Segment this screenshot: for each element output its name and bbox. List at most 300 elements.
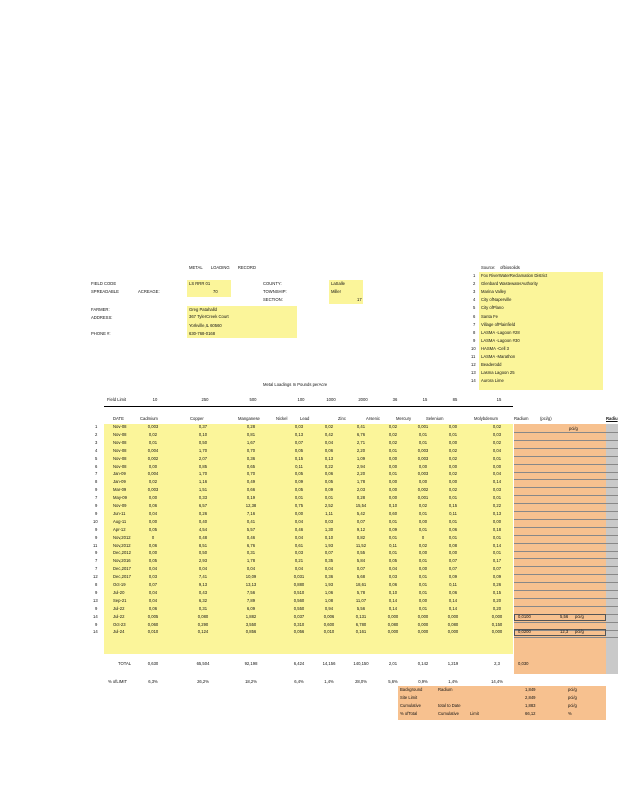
section-label: SECTION: [263, 297, 283, 302]
field-limit-value: 85 [452, 397, 458, 402]
row-value: 0,150 [491, 621, 503, 627]
row-value: 0,004 [147, 471, 159, 477]
row-value: 9,13 [198, 582, 208, 587]
row-date: Oct-23 [113, 621, 126, 627]
row-divider [514, 622, 618, 623]
row-value: 0,50 [198, 439, 208, 445]
row-value: 0,70 [246, 471, 256, 477]
row-number: 7 [95, 471, 98, 477]
row-date: Dec,2017 [113, 574, 131, 580]
row-value: 6,32 [198, 597, 208, 603]
column-header: Cadmium [140, 416, 158, 421]
source-item-number: 11 [471, 354, 476, 359]
row-value: 0,00 [388, 455, 398, 461]
row-number: 9 [95, 534, 98, 540]
row-value: 6,09 [246, 605, 256, 611]
source-item-text: LASMA -Lagoon #30 [481, 337, 520, 343]
column-header: Arsenic [366, 416, 380, 421]
row-value: 0,18 [492, 526, 502, 532]
row-value: 0,14 [492, 542, 502, 548]
column-header: Radium [514, 416, 529, 421]
row-value: 0,14 [448, 597, 458, 603]
row-value: 0,14 [448, 605, 458, 611]
row-value: 0,40 [198, 518, 208, 524]
row-value: 0,06 [324, 471, 334, 477]
row-value: 0,01 [448, 495, 458, 501]
row-value: 11,07 [355, 597, 367, 603]
row-value: 0,48 [198, 534, 208, 540]
row-divider [514, 432, 618, 433]
row-value: 0,01 [492, 550, 502, 556]
row-value: 0,02 [148, 479, 158, 485]
row-number: 9 [95, 550, 98, 556]
row-value: 0,02 [148, 431, 158, 437]
row-value: 0,00 [388, 495, 398, 501]
row-date: Nov,2012 [113, 534, 131, 540]
row-divider [514, 503, 618, 504]
row-value: 15,54 [355, 503, 367, 508]
row-value: 0,04 [294, 534, 304, 540]
row-value: 0,01 [492, 534, 502, 540]
column-header: Zinc [338, 416, 346, 421]
row-value: 3,550 [245, 621, 257, 627]
row-value: 0,05 [294, 447, 304, 453]
row-divider [514, 464, 618, 465]
summary-value: 66,12 [525, 711, 536, 716]
row-value: 1,882 [245, 613, 257, 619]
row-value: 0,09 [448, 574, 458, 580]
pct-value: 6,3% [148, 679, 158, 684]
row-value: 0,28 [356, 495, 366, 501]
field-limit-value: 36 [392, 397, 398, 402]
source-item-number: 8 [473, 329, 476, 335]
row-value: 0,37 [198, 424, 208, 429]
row-value: 0,00 [294, 510, 304, 516]
row-value: 0,00 [388, 487, 398, 493]
summary-unit: % [568, 711, 572, 716]
summary-value: 1,849 [525, 687, 536, 692]
row-value: 0,09 [294, 479, 304, 485]
row-date: Oct-19 [113, 582, 126, 587]
row-value: 12,38 [245, 503, 257, 508]
row-number: 9 [95, 510, 98, 516]
row-value: 0,00 [418, 550, 428, 556]
row-value: 0,00 [448, 463, 458, 469]
farmer-label: FARMER: [91, 307, 110, 312]
row-date: Nov-08 [113, 431, 127, 437]
row-value: 0,15 [448, 503, 458, 508]
row-value: 9,12 [356, 526, 366, 532]
row-value: 0,06 [148, 542, 158, 548]
county-value: LaSalle [331, 281, 345, 286]
row-value: 0,560 [293, 597, 305, 603]
row-value: 0,01 [418, 558, 428, 564]
row-value: 0,10 [324, 534, 334, 540]
row-date: Nov-08 [113, 424, 127, 429]
field-limit-value: 15 [496, 397, 502, 402]
row-value: 0,49 [246, 479, 256, 485]
radium-unit: pci/g [575, 613, 584, 619]
row-value: 0,75 [294, 503, 304, 508]
farmer-address-line2: Yorkville,IL 60560 [189, 323, 222, 328]
row-value: 0,13 [492, 510, 502, 516]
row-value: 0,01 [324, 495, 334, 501]
row-value: 0,05 [388, 558, 398, 564]
total-value: 0,142 [417, 661, 429, 666]
row-value: 2,52 [324, 503, 334, 508]
row-value: 0,60 [388, 510, 398, 516]
row-value: 0,08 [448, 542, 458, 548]
pct-value: 14,4% [491, 679, 503, 684]
row-value: 0,14 [492, 479, 502, 485]
row-value: 0,17 [492, 558, 502, 564]
summary-label: % ofTotal [400, 711, 418, 716]
row-value: 0,01 [418, 589, 428, 595]
row-value: 0,004 [147, 447, 159, 453]
row-value: 0,00 [448, 550, 458, 556]
row-value: 0,01 [492, 455, 502, 461]
row-value: 0,33 [198, 495, 208, 501]
row-value: 5,57 [246, 526, 256, 532]
phone-label: PHONE #: [91, 331, 111, 336]
row-value: 0,04 [148, 589, 158, 595]
field-limit-value: 2000 [358, 397, 368, 402]
row-divider [514, 487, 618, 488]
row-number: 9 [95, 605, 98, 611]
column-header: (pci/g) [540, 416, 552, 421]
row-value: 0,41 [246, 518, 256, 524]
row-value: 0,000 [417, 621, 429, 627]
row-value: 0,02 [388, 431, 398, 437]
row-value: 1,08 [324, 597, 334, 603]
column-header: Mercury [396, 416, 412, 421]
row-date: Jul-24 [113, 629, 125, 635]
row-value: 0,00 [148, 518, 158, 524]
row-value: 0,26 [492, 582, 502, 587]
row-value: 0,02 [388, 424, 398, 429]
row-number: 10 [93, 518, 98, 524]
row-value: 0,31 [246, 550, 256, 556]
row-value: 0,06 [148, 503, 158, 508]
source-item-text: City ofPlano [481, 305, 504, 311]
row-value: 0,000 [447, 613, 459, 619]
column-header-unit: pci/g [569, 426, 578, 431]
row-value: 0,00 [492, 463, 502, 469]
row-value: 0,01 [418, 439, 428, 445]
row-date: Nov,2016 [113, 558, 131, 564]
row-value: 0,02 [448, 487, 458, 493]
row-value: 0,07 [356, 566, 366, 572]
field-limit-value: 15 [422, 397, 428, 402]
row-divider [514, 456, 618, 457]
row-value: 0,00 [148, 495, 158, 501]
source-item-number: 2 [473, 281, 476, 287]
total-value: 14,156 [322, 661, 336, 666]
row-divider [514, 637, 618, 638]
row-value: 1,93 [324, 582, 334, 587]
row-value: 0,00 [448, 424, 458, 429]
row-value: 13,13 [245, 582, 257, 587]
row-value: 0,20 [492, 605, 502, 611]
row-value: 0,04 [492, 447, 502, 453]
row-value: 1,78 [246, 558, 256, 564]
row-date: Jan-09 [113, 471, 126, 477]
row-value: 0,01 [388, 534, 398, 540]
row-number: 14 [93, 613, 98, 619]
row-divider [514, 558, 618, 559]
row-value: 6,57 [198, 503, 208, 508]
row-value: 0,22 [324, 463, 334, 469]
pct-label: % ofLIMIT [108, 679, 128, 684]
row-value: 0,15 [492, 589, 502, 595]
row-value: 0,000 [491, 629, 503, 635]
row-value: 5,42 [356, 510, 366, 516]
row-value: 10,09 [245, 574, 257, 580]
row-value: 0,00 [148, 463, 158, 469]
row-value: 0,09 [492, 574, 502, 580]
row-value: 0,01 [418, 582, 428, 587]
row-value: 0,42 [324, 431, 334, 437]
row-value: 0,00 [448, 479, 458, 485]
row-value: 1,30 [324, 526, 334, 532]
row-value: 0,06 [388, 582, 398, 587]
row-divider [514, 448, 618, 449]
source-item-number: 7 [473, 321, 476, 327]
total-value: 6,424 [293, 661, 305, 666]
row-value: 0,02 [448, 471, 458, 477]
row-value: 0,09 [324, 487, 334, 493]
summary-label: Site Limit [400, 695, 418, 700]
row-value: 0,003 [417, 455, 429, 461]
row-value: 0,65 [246, 463, 256, 469]
row-value: 0,02 [448, 447, 458, 453]
row-value: 0,02 [448, 455, 458, 461]
source-item-number: 1 [473, 273, 476, 278]
row-value: 0,04 [148, 510, 158, 516]
row-value: 0,36 [246, 455, 256, 461]
row-value: 0,11 [449, 510, 457, 516]
row-value: 0,46 [246, 534, 256, 540]
row-value: 0,82 [356, 534, 366, 540]
field-code-value: LS RRR 01 [189, 281, 211, 286]
source-item-number: 5 [473, 305, 476, 311]
row-number: 11 [93, 542, 98, 548]
row-date: Jan-09 [113, 479, 126, 485]
row-number: 9 [95, 503, 98, 508]
column-header: DATE [113, 416, 124, 421]
row-number: 13 [93, 597, 98, 603]
row-value: 0,000 [417, 613, 429, 619]
row-divider [514, 495, 618, 496]
row-date: Nov-08 [113, 447, 127, 453]
row-value: 0,04 [246, 566, 256, 572]
county-label: COUNTY: [263, 281, 282, 286]
row-value: 0 [151, 534, 155, 540]
summary-desc: Cumulative [438, 711, 459, 716]
row-value: 2,94 [356, 463, 366, 469]
row-value: 6,76 [356, 431, 366, 437]
row-divider [514, 519, 618, 520]
row-value: 2,93 [198, 558, 208, 564]
pct-value: 6,4% [294, 679, 304, 684]
row-value: 0,02 [388, 439, 398, 445]
row-value: 0,11 [295, 463, 303, 469]
row-value: 0,35 [324, 558, 334, 564]
row-date: Jun-11 [113, 510, 126, 516]
row-value: 5,78 [356, 589, 366, 595]
row-number: 14 [93, 629, 98, 635]
row-number: 7 [95, 558, 98, 564]
summary-value: 1,883 [525, 703, 536, 708]
row-value: 0,01 [294, 495, 304, 501]
row-date: Dec,2017 [113, 566, 131, 572]
row-date: Aug-11 [113, 518, 127, 524]
row-value: 0,01 [418, 431, 428, 437]
source-item-text: Aurora Lime [481, 378, 504, 384]
row-value: 0,01 [418, 574, 428, 580]
row-value: 2,07 [198, 455, 208, 461]
source-item-number: 3 [473, 289, 476, 295]
row-value: 0,04 [198, 566, 208, 572]
row-value: 0,81 [246, 431, 256, 437]
row-value: 0,00 [418, 566, 428, 572]
row-value: 0,03 [294, 550, 304, 556]
limit-underline [104, 406, 513, 407]
row-value: 0,856 [245, 629, 257, 635]
source-label [481, 266, 520, 270]
row-value: 0,005 [147, 613, 159, 619]
row-number: 5 [95, 455, 98, 461]
source-item-number: 9 [473, 337, 476, 343]
row-value: 0,000 [417, 629, 429, 635]
row-date: Nov,2012 [113, 542, 131, 548]
row-value: 0,001 [417, 424, 429, 429]
field-limit-value: 100 [297, 397, 305, 402]
row-value: 0,01 [418, 605, 428, 611]
row-value: 0,07 [148, 582, 158, 587]
row-date: Jul-22 [113, 613, 125, 619]
row-divider [514, 598, 618, 599]
pct-value: 18,2% [245, 679, 257, 684]
row-value: 0,14 [388, 605, 398, 611]
row-number: 7 [95, 566, 98, 572]
row-value: 0,15 [294, 455, 304, 461]
row-divider [514, 551, 618, 552]
row-value: 0,00 [148, 550, 158, 556]
row-value: 0,290 [197, 621, 209, 627]
summary-value: 2,849 [525, 695, 536, 700]
row-value: 4,54 [198, 526, 208, 532]
column-header: Manganese [238, 416, 260, 421]
row-value: 0,05 [294, 487, 304, 493]
row-value: 0,080 [447, 621, 459, 627]
row-value: 1,70 [198, 447, 208, 453]
row-value: 1,16 [198, 479, 208, 485]
source-item-number: 14 [471, 378, 476, 384]
row-value: 0,06 [448, 589, 458, 595]
row-number: 6 [95, 463, 98, 469]
record-title [189, 266, 256, 270]
pct-value: 28,0% [355, 679, 367, 684]
row-value: 0,04 [492, 471, 502, 477]
row-value: 0,07 [448, 566, 458, 572]
row-value: 0,04 [148, 597, 158, 603]
total-radium: 0,030 [518, 661, 529, 666]
row-value: 0,05 [148, 526, 158, 532]
source-item-text: LASMA -Marathon [481, 354, 516, 359]
title-word-1: METAL [189, 265, 203, 270]
acreage-value: 70 [213, 289, 218, 294]
row-number: 4 [95, 447, 98, 453]
row-value: 0,36 [324, 574, 334, 580]
row-value: 0,07 [448, 558, 458, 564]
row-value: 1,78 [356, 479, 366, 485]
row-value: 0,003 [417, 447, 429, 453]
row-value: 0,10 [388, 589, 398, 595]
row-value: 0,03 [388, 574, 398, 580]
row-value: 0,03 [324, 518, 334, 524]
row-number: 9 [95, 487, 98, 493]
row-value: 1,51 [198, 487, 208, 493]
field-limit-label: Field Limit [107, 397, 127, 402]
row-value: 0,01 [448, 534, 458, 540]
row-value: 0,11 [449, 582, 457, 587]
township-value: Miller [331, 289, 342, 294]
row-value: 0,003 [147, 487, 159, 493]
row-number: 8 [95, 479, 98, 485]
row-value: 0,000 [447, 629, 459, 635]
title-word-2: LOADING [210, 265, 230, 270]
row-value: 0,46 [294, 526, 304, 532]
summary-desc: Radium [438, 687, 453, 692]
row-date: Mar-09 [113, 487, 127, 493]
row-value: 5,56 [356, 605, 366, 611]
row-value: 0,01 [388, 518, 398, 524]
row-date: Sep-21 [113, 597, 127, 603]
row-value: 0,94 [324, 605, 334, 611]
row-value: 0,28 [246, 424, 256, 429]
radium-value-b: 5,56 [560, 613, 569, 619]
row-value: 0,010 [147, 629, 159, 635]
source-item-text: City ofNaperville [481, 297, 512, 303]
row-date: Nov-08 [113, 439, 127, 445]
source-item-text: Glenbard WastewaterAuthority [481, 281, 538, 287]
summary-unit: pci/g [568, 703, 577, 708]
source-item-number: 6 [473, 313, 476, 319]
total-value: 2,3 [494, 661, 500, 666]
column-header: Lead [300, 416, 310, 421]
row-value: 0,61 [294, 542, 304, 548]
row-value: 0,55 [356, 550, 366, 556]
row-value: 8,51 [198, 542, 208, 548]
farmer-name: Greg Patahalld [189, 307, 217, 312]
row-value: 11,52 [355, 542, 367, 548]
row-divider [514, 440, 618, 441]
row-divider [514, 535, 618, 536]
row-value: 0,550 [293, 605, 305, 611]
row-value: 0,037 [293, 613, 305, 619]
total-label: TOTAL [118, 661, 132, 666]
row-value: 0,01 [148, 439, 158, 445]
row-value: 0,04 [148, 566, 158, 572]
row-value: 0,70 [246, 447, 256, 453]
column-header: Selenium [426, 416, 444, 421]
row-value: 0,00 [418, 597, 428, 603]
field-limit-value: 250 [201, 397, 209, 402]
row-value: 5,84 [356, 558, 366, 564]
row-divider [514, 479, 618, 480]
row-value: 0 [421, 534, 425, 540]
